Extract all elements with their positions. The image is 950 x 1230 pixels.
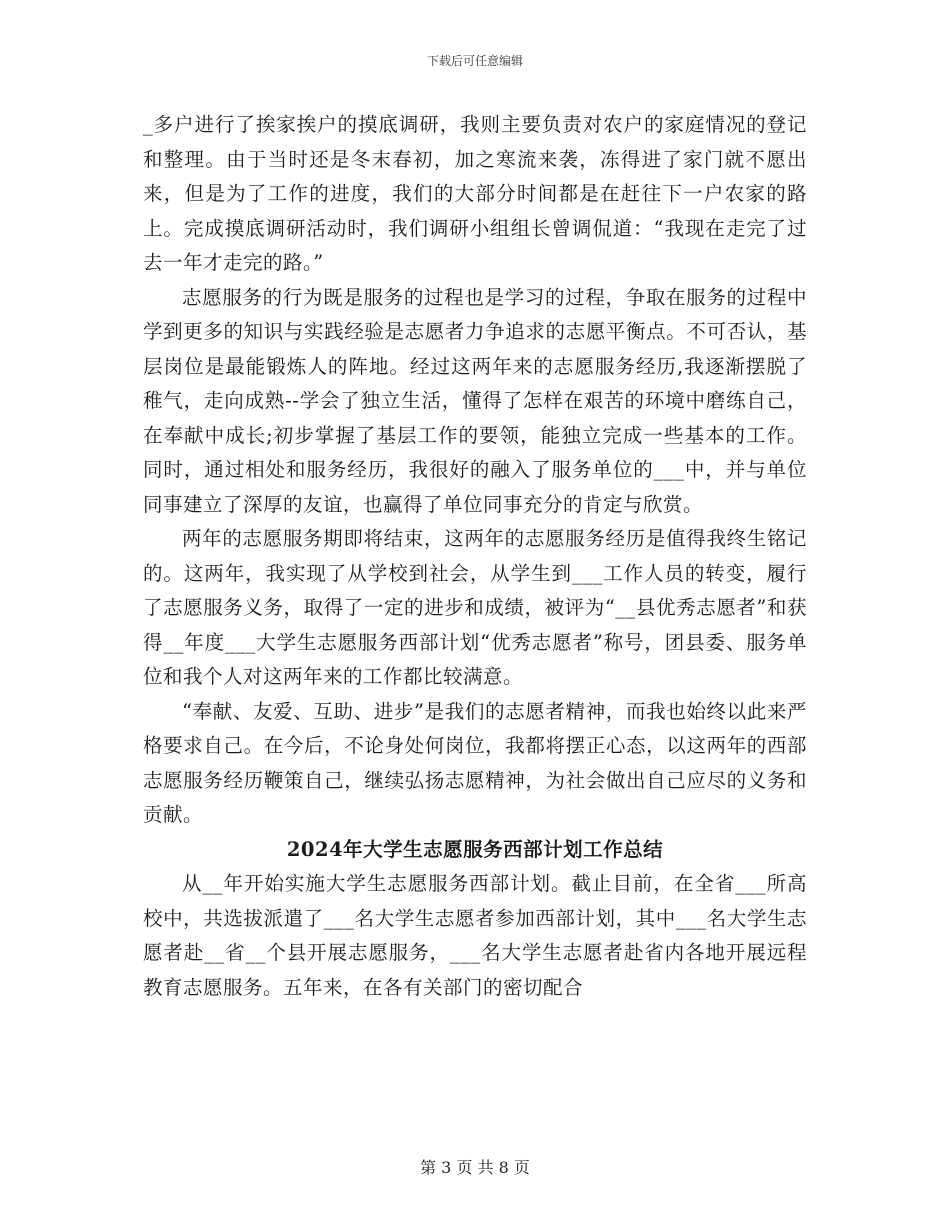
section-title: 2024年大学生志愿服务西部计划工作总结: [286, 837, 664, 861]
paragraph-service-ending: 两年的志愿服务期即将结束，这两年的志愿服务经历是值得我终生铭记的。这两年，我实现了从学校到社会，从学生到___工作人员的转变，履行了志愿服务义务，取得了一定的进步和成绩，被评为“__县优秀志愿者”和获得__年度___大学生志愿服务西部计划“优秀志愿者”称号，团县委、服务单位和我个人对这两年来的工作都比较满意。: [143, 527, 807, 688]
page-footer: 第 3 页 共 8 页: [420, 1158, 530, 1177]
paragraph-program-overview: 从__年开始实施大学生志愿服务西部计划。截止目前，在全省___所高校中，共选拔派遣了___名大学生志愿者参加西部计划，其中___名大学生志愿者赴__省__个县开展志愿服务，___名大学生志愿者赴省内各地开展远程教育志愿服务。五年来，在各有关部门的密切配合: [143, 872, 807, 999]
paragraph-continued: _多户进行了挨家挨户的摸底调研，我则主要负责对农户的家庭情况的登记和整理。由于当时还是冬末春初，加之寒流来袭，冻得进了家门就不愿出来，但是为了工作的进度，我们的大部分时间都是在赶往下一户农家的路上。完成摸底调研活动时，我们调研小组组长曾调侃道：“我现在走完了过去一年才走完的路。”: [143, 113, 807, 274]
paragraph-volunteer-learning: 志愿服务的行为既是服务的过程也是学习的过程，争取在服务的过程中学到更多的知识与实践经验是志愿者力争追求的志愿平衡点。不可否认，基层岗位是最能锻炼人的阵地。经过这两年来的志愿服务经历,我逐渐摆脱了稚气，走向成熟--学会了独立生活，懂得了怎样在艰苦的环境中磨练自己，在奉献中成长;初步掌握了基层工作的要领，能独立完成一些基本的工作。同时，通过相处和服务经历，我很好的融入了服务单位的___中，并与单位同事建立了深厚的友谊，也赢得了单位同事充分的肯定与欣赏。: [143, 285, 807, 516]
paragraph-volunteer-spirit: “奉献、友爱、互助、进步”是我们的志愿者精神，而我也始终以此来严格要求自己。在今后，不论身处何岗位，我都将摆正心态，以这两年的西部志愿服务经历鞭策自己，继续弘扬志愿精神，为社会做出自己应尽的义务和贡献。: [143, 699, 807, 826]
page-header: 下载后可任意编辑: [426, 54, 523, 68]
document-body: [143, 108, 807, 1005]
